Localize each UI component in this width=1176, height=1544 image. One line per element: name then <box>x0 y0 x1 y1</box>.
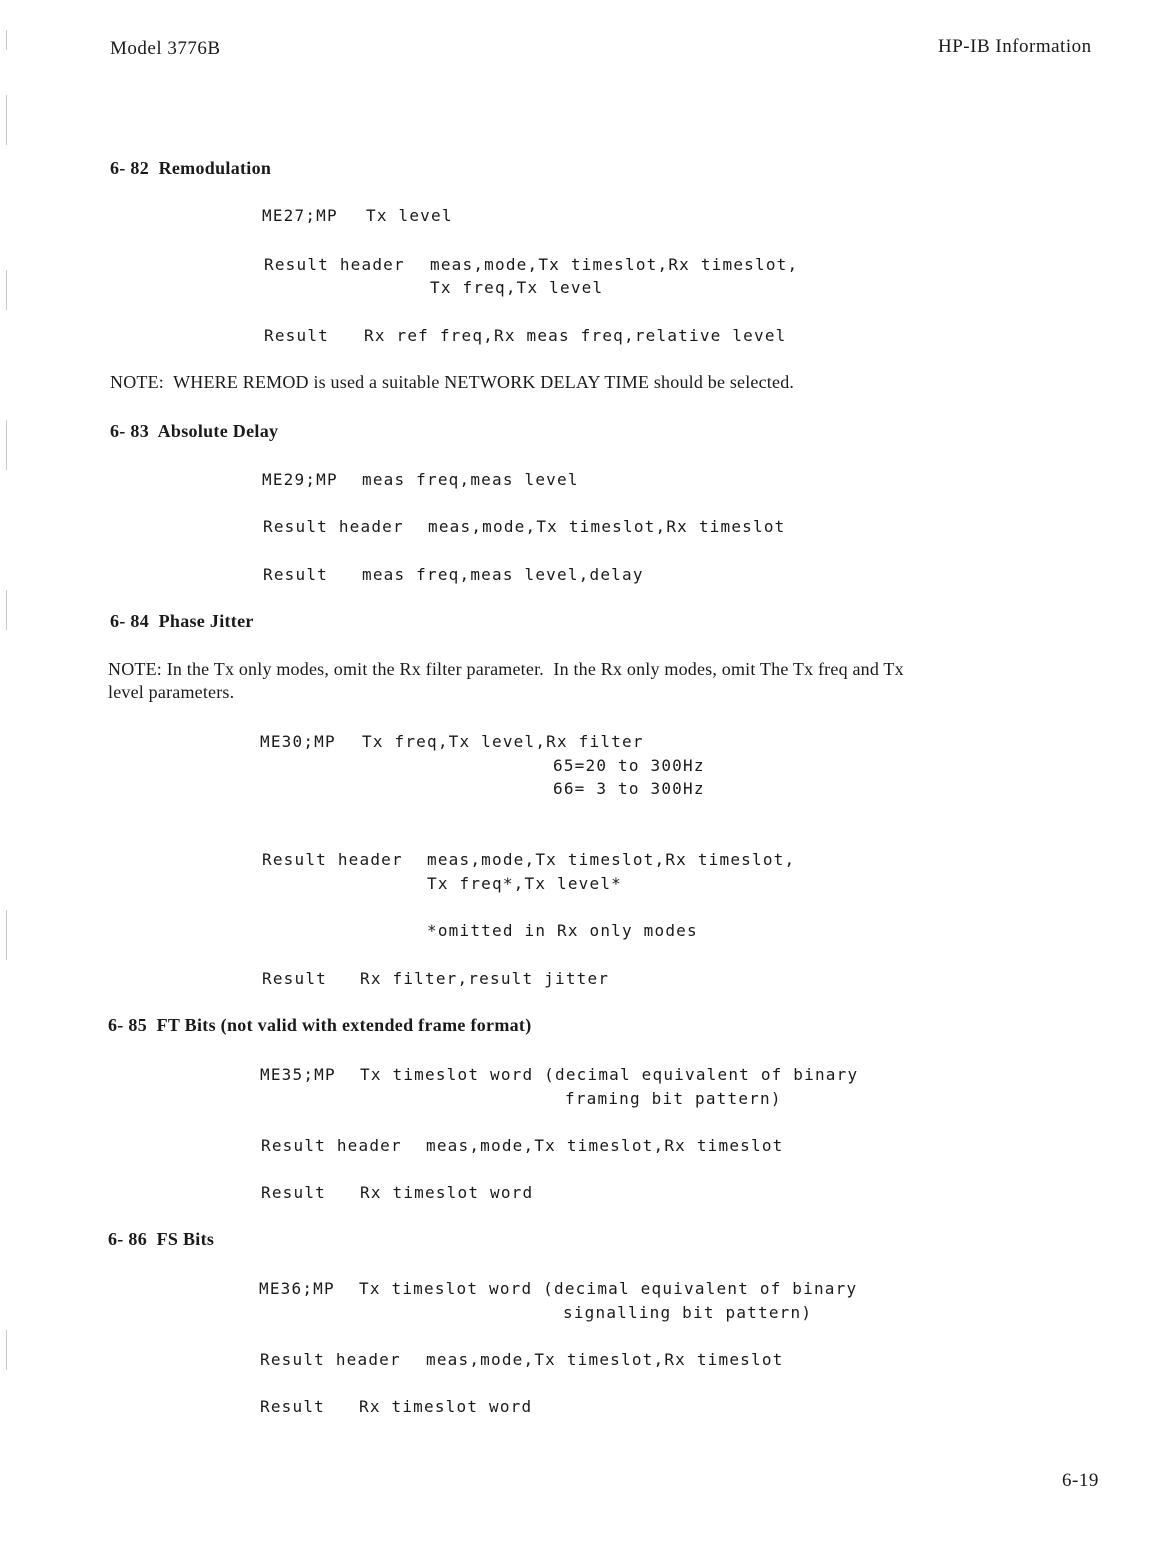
result-label: Result <box>263 565 328 584</box>
scan-edge-mark <box>6 30 7 50</box>
result-header-value-cont: Tx freq,Tx level <box>430 278 604 297</box>
command-label: ME36;MP <box>259 1279 335 1298</box>
result-label: Result <box>264 326 329 345</box>
result-header-value: meas,mode,Tx timeslot,Rx timeslot <box>428 517 786 536</box>
command-label: ME27;MP <box>262 206 338 225</box>
result-value: Rx ref freq,Rx meas freq,relative level <box>364 326 787 345</box>
result-label: Result <box>261 1183 326 1202</box>
result-value: Rx filter,result jitter <box>360 969 610 988</box>
result-value: Rx timeslot word <box>359 1397 533 1416</box>
result-label: Result <box>260 1397 325 1416</box>
command-label: ME35;MP <box>260 1065 336 1084</box>
scan-edge-mark <box>6 95 7 145</box>
note-remod: NOTE: WHERE REMOD is used a suitable NETWORK DELAY TIME should be selected. <box>110 372 795 392</box>
command-params: Tx level <box>366 206 453 225</box>
page-number: 6-19 <box>1062 1470 1099 1491</box>
result-header-value-cont: Tx freq*,Tx level* <box>427 874 622 893</box>
section-title-6-85: 6- 85 FT Bits (not valid with extended frame format) <box>108 1015 532 1035</box>
section-title-6-86: 6- 86 FS Bits <box>108 1229 215 1249</box>
note-phase-jitter: NOTE: In the Tx only modes, omit the Rx filter parameter. In the Rx only modes, omit The Tx freq and Tx <box>108 659 904 679</box>
section-title-6-82: 6- 82 Remodulation <box>110 158 272 178</box>
command-params: Tx timeslot word (decimal equivalent of binary <box>359 1279 858 1298</box>
result-header-value: meas,mode,Tx timeslot,Rx timeslot, <box>430 255 799 274</box>
section-title-6-83: 6- 83 Absolute Delay <box>110 421 279 441</box>
note-phase-jitter-cont: level parameters. <box>108 682 235 702</box>
result-header-value: meas,mode,Tx timeslot,Rx timeslot <box>426 1350 784 1369</box>
command-params: Tx timeslot word (decimal equivalent of binary <box>360 1065 859 1084</box>
result-header-label: Result header <box>261 1136 402 1155</box>
filter-option: 66= 3 to 300Hz <box>553 779 705 798</box>
scan-edge-mark <box>6 270 7 310</box>
scan-edge-mark <box>6 1330 7 1370</box>
section-title-6-84: 6- 84 Phase Jitter <box>110 611 254 631</box>
result-label: Result <box>262 969 327 988</box>
scan-edge-mark <box>6 590 7 630</box>
footnote: *omitted in Rx only modes <box>427 921 698 940</box>
command-params: meas freq,meas level <box>362 470 579 489</box>
result-header-label: Result header <box>262 850 403 869</box>
command-params-cont: signalling bit pattern) <box>563 1303 813 1322</box>
result-header-value: meas,mode,Tx timeslot,Rx timeslot, <box>427 850 796 869</box>
running-header-left: Model 3776B <box>110 38 221 59</box>
command-label: ME29;MP <box>262 470 338 489</box>
result-value: meas freq,meas level,delay <box>362 565 644 584</box>
command-params-cont: framing bit pattern) <box>565 1089 782 1108</box>
filter-option: 65=20 to 300Hz <box>553 756 705 775</box>
result-header-label: Result header <box>260 1350 401 1369</box>
scan-edge-mark <box>6 420 7 470</box>
result-header-label: Result header <box>264 255 405 274</box>
result-header-value: meas,mode,Tx timeslot,Rx timeslot <box>426 1136 784 1155</box>
result-value: Rx timeslot word <box>360 1183 534 1202</box>
result-header-label: Result header <box>263 517 404 536</box>
scan-edge-mark <box>6 910 7 960</box>
running-header-right: HP-IB Information <box>938 36 1092 57</box>
command-params: Tx freq,Tx level,Rx filter <box>362 732 644 751</box>
command-label: ME30;MP <box>260 732 336 751</box>
